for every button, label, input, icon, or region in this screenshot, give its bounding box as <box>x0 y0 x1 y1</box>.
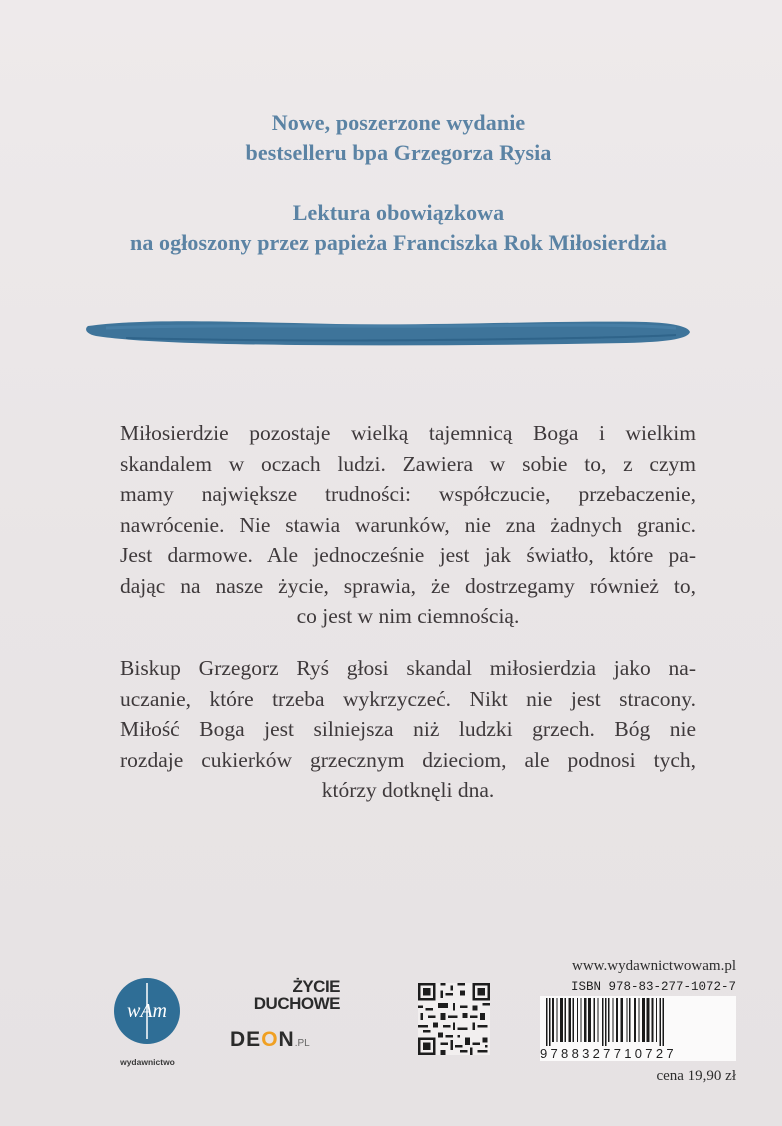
barcode-bar <box>642 998 645 1042</box>
barcode-bar <box>602 998 604 1046</box>
blurb-line: którzy dotknęli dna. <box>321 778 495 802</box>
barcode-bar <box>552 998 554 1042</box>
barcode-bar <box>588 998 591 1042</box>
qr-code-icon <box>418 983 490 1055</box>
wam-logo-icon <box>113 977 181 1045</box>
barcode-bar <box>659 998 661 1046</box>
deon-logo <box>230 1028 310 1052</box>
barcode-bar <box>573 998 575 1042</box>
tagline-new-edition <box>0 108 782 168</box>
blurb-line: Biskup Grzegorz Ryś głosi skandal miłosierdzia jako na- <box>120 656 696 680</box>
barcode-bar <box>598 998 599 1042</box>
blurb-line: co jest w nim ciemnością. <box>296 604 520 628</box>
barcode-bar <box>549 998 551 1046</box>
blurb-line: uczanie, które trzeba wykrzyczeć. Nikt nie jest stracony. <box>120 686 696 711</box>
barcode-bar <box>560 998 563 1042</box>
blurb-paragraph-2 <box>120 653 696 806</box>
barcode-bar <box>646 998 649 1042</box>
brush-stroke-icon <box>86 312 692 356</box>
barcode-bar <box>584 998 587 1042</box>
zycie-duchowe-logo <box>230 978 340 1012</box>
wam-caption: wydawnictwo <box>120 1057 175 1067</box>
barcode-bar <box>656 998 657 1042</box>
barcode-bar <box>616 998 618 1042</box>
barcode-bar <box>662 998 664 1046</box>
barcode-bar <box>556 998 557 1042</box>
zycie-line: DUCHOWE <box>253 994 340 1013</box>
tagline-line: Nowe, poszerzone wydanie <box>271 110 526 135</box>
barcode-bar <box>546 998 548 1046</box>
publisher-website: www.wydawnictwowam.pl <box>572 958 736 974</box>
deon-pl: .PL <box>294 1038 310 1049</box>
blurb-line: rozdaje cukierków grzecznym dzieciom, ale podnosi tych, <box>120 747 696 772</box>
blurb-line: dając na nasze życie, sprawia, że dostrzegamy również to, <box>120 573 696 598</box>
barcode-bar <box>608 998 610 1042</box>
barcode-bar <box>581 998 582 1042</box>
barcode-bar <box>626 998 627 1042</box>
blurb-line: Miłosierdzie pozostaje wielką tajemnicą Boga i wielkim <box>120 421 696 445</box>
barcode-digits: 9788327710727 <box>540 1046 736 1061</box>
deon-o: O <box>261 1028 279 1051</box>
wam-mark: wAm <box>127 1000 167 1022</box>
tagline-line: Lektura obowiązkowa <box>292 200 505 225</box>
tagline-line: na ogłoszony przez papieża Franciszka Rok Miłosierdzia <box>129 230 668 255</box>
blurb-line: mamy największe trudności: współczucie, przebaczenie, <box>120 482 696 506</box>
barcode-bar <box>564 998 566 1042</box>
isbn-number: ISBN 978-83-277-1072-7 <box>570 980 736 994</box>
zycie-line: ŻYCIE <box>292 977 340 996</box>
blurb-line: nawrócenie. Nie stawia warunków, nie zna żadnych granic. <box>120 512 696 537</box>
price-label: cena 19,90 zł <box>656 1068 736 1084</box>
barcode-bar <box>577 998 578 1042</box>
barcode-bar <box>652 998 654 1042</box>
barcode-icon <box>540 998 736 1046</box>
barcode-bar <box>638 998 639 1042</box>
barcode-bar <box>568 998 571 1042</box>
barcode-bar <box>621 998 623 1042</box>
blurb-line: Jest darmowe. Ale jednocześnie jest jak światło, które pa- <box>120 543 696 567</box>
blurb-paragraph-1 <box>120 418 696 632</box>
tagline-line: bestselleru bpa Grzegorza Rysia <box>245 140 552 165</box>
tagline-mandatory-reading <box>0 198 782 258</box>
barcode-bar <box>593 998 595 1042</box>
blurb-line: Miłość Boga jest silniejsza niż ludzki grzech. Bóg nie <box>120 717 696 741</box>
barcode-bar <box>634 998 636 1042</box>
barcode-bar <box>605 998 607 1046</box>
deon-letters: N <box>278 1028 295 1051</box>
barcode-bar <box>612 998 613 1042</box>
barcode-bar <box>629 998 631 1042</box>
deon-letters: DE <box>230 1028 262 1051</box>
blurb-line: skandalem w oczach ludzi. Zawiera w sobie to, z czym <box>120 451 696 476</box>
